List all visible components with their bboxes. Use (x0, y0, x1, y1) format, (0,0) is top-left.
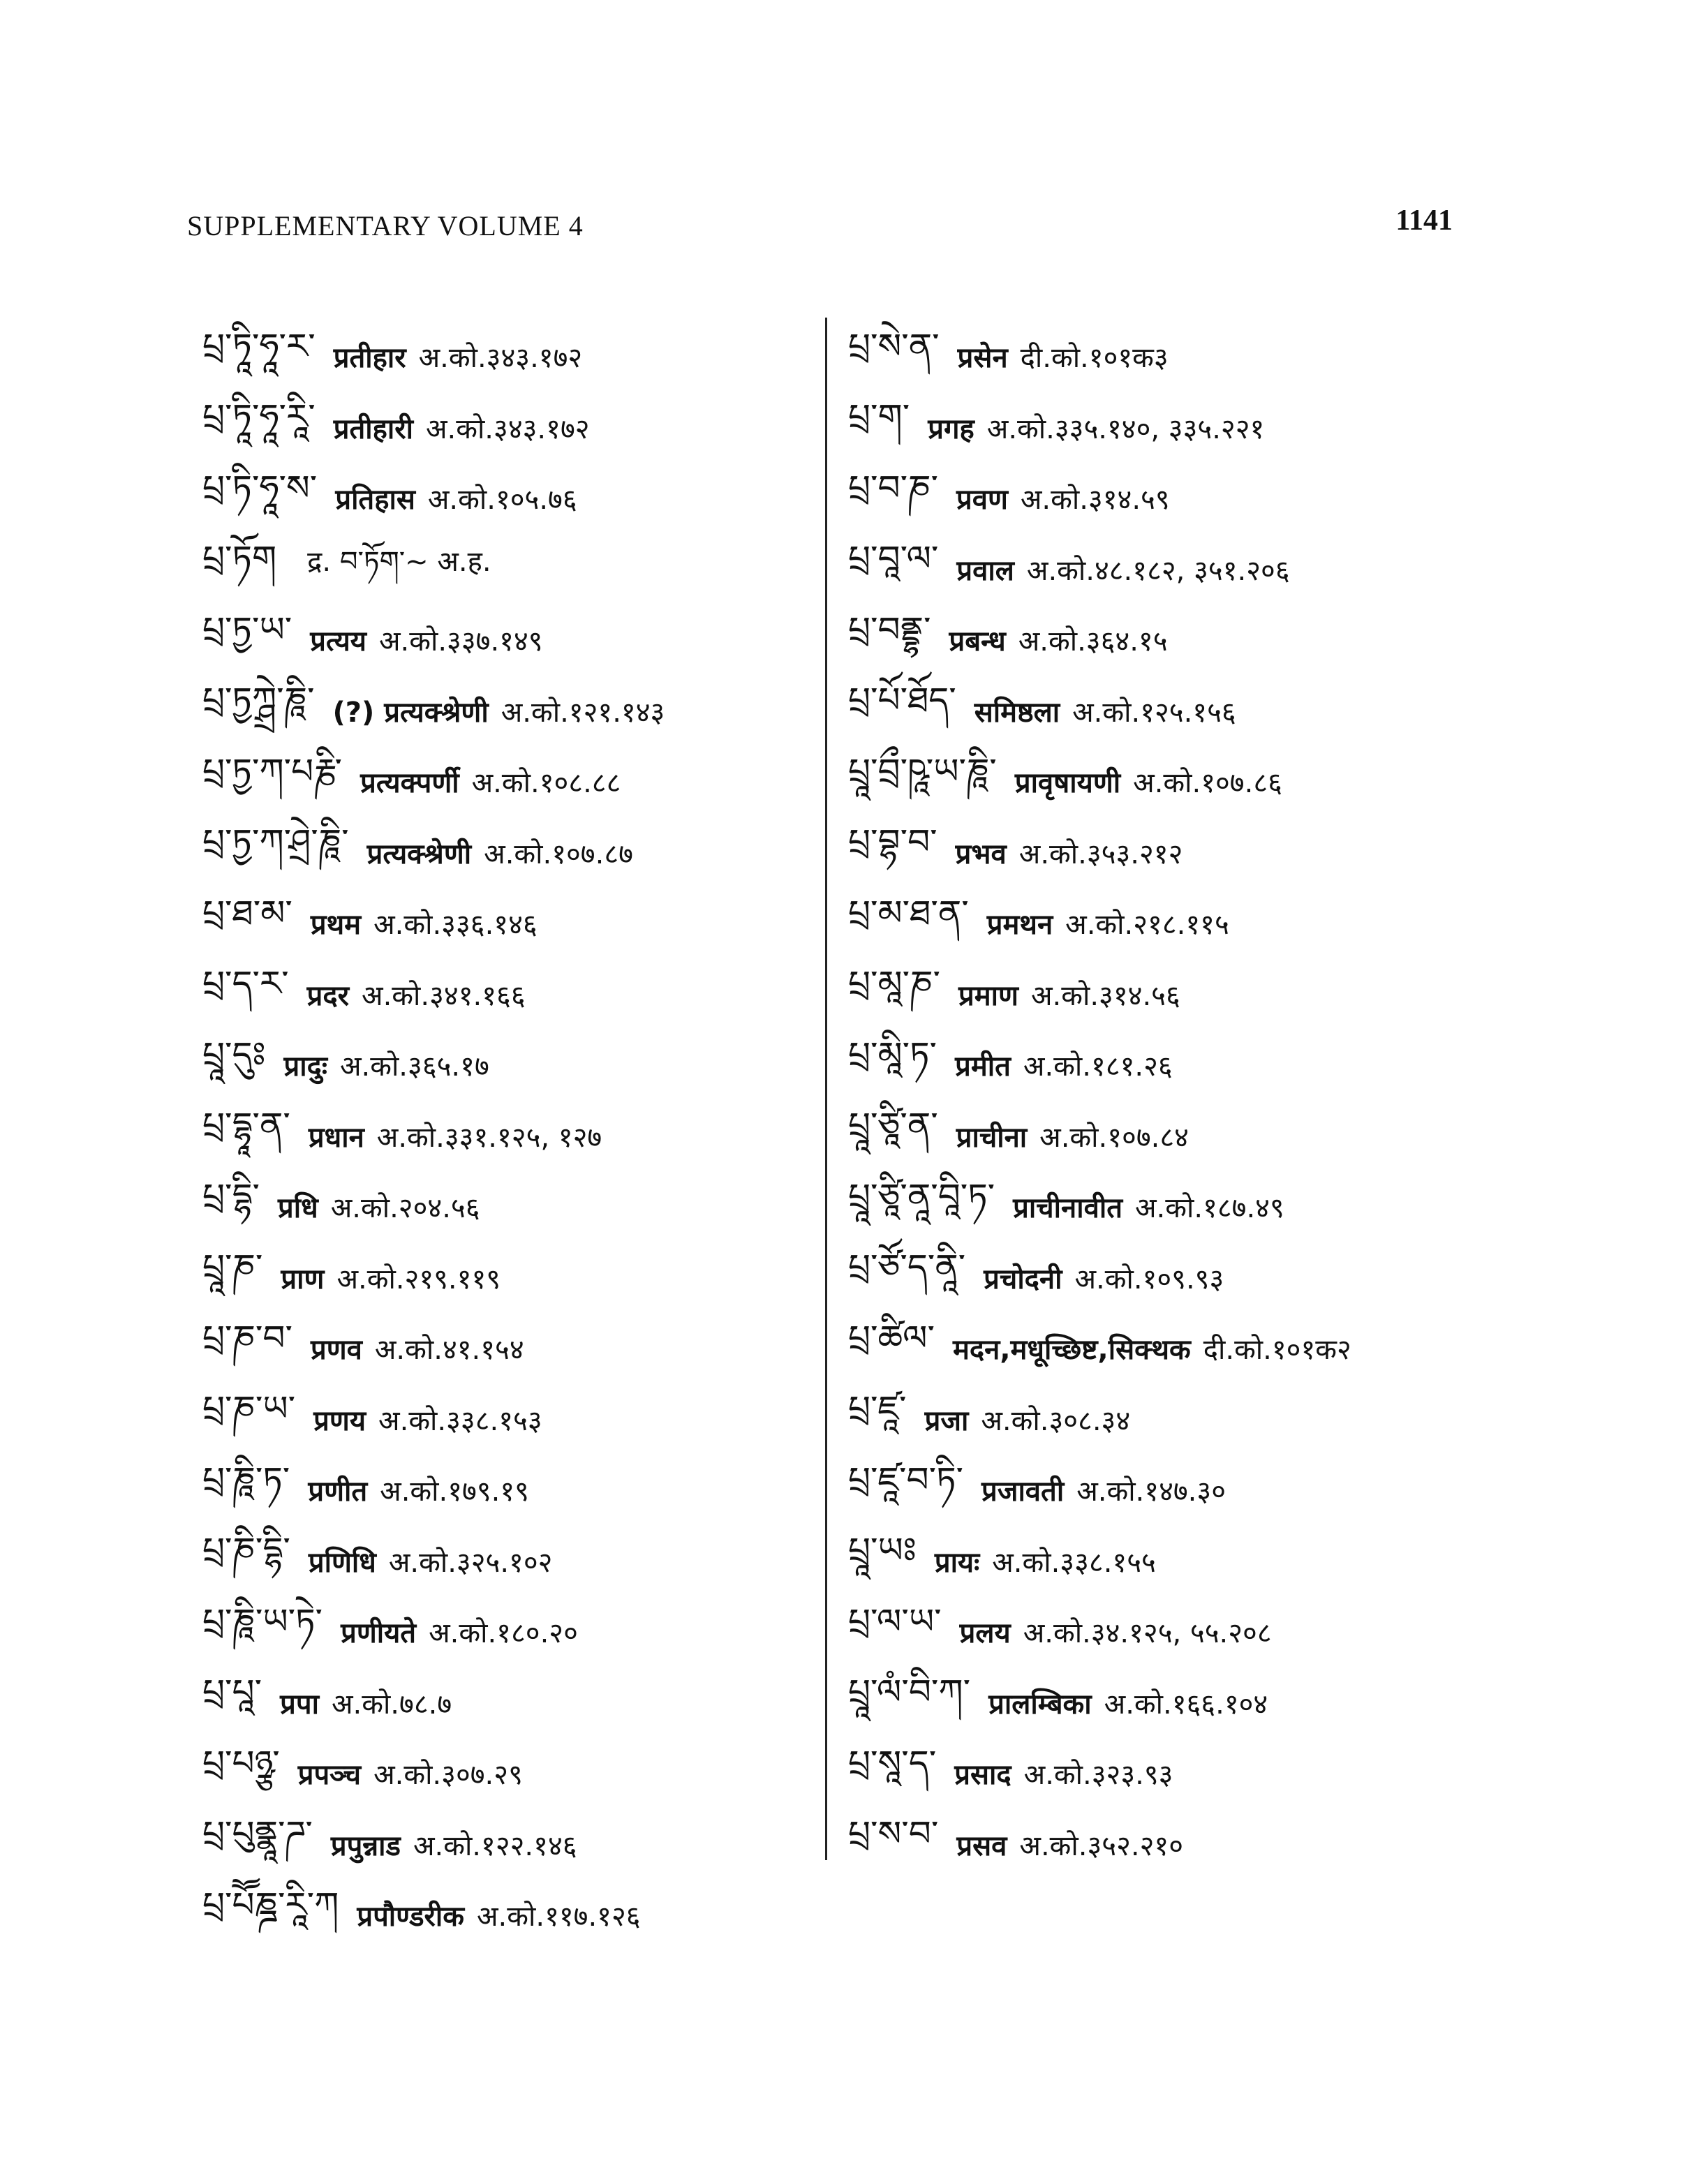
sanskrit-equivalent: प्रसव (956, 1829, 1007, 1862)
source-reference: अ.को.३३५.१४०, ३३५.२२१ (986, 413, 1265, 445)
sanskrit-equivalent: प्रायः (934, 1546, 980, 1579)
page-number: 1141 (1395, 205, 1453, 237)
sanskrit-equivalent: प्रतिहास (335, 484, 415, 517)
tibetan-headword: པྲ་ས་བ་ (848, 1813, 939, 1855)
sanskrit-equivalent: प्रत्यक्पर्णी (360, 767, 459, 800)
sanskrit-equivalent: प्रपुन्नाड (330, 1829, 401, 1862)
tibetan-headword: པྲ་བཱ་ལ་ (848, 538, 939, 579)
tibetan-headword: པྲ་ཏཱི་ཧཱ་རཱི་ (202, 396, 316, 438)
source-reference: अ.को.३१४.५६ (1030, 979, 1180, 1012)
source-reference: अ.को.४१.१५४ (374, 1334, 524, 1367)
sanskrit-equivalent: प्रणय (313, 1404, 366, 1437)
dictionary-entry (202, 463, 817, 534)
source-reference: अ.को.३१४.५९ (1020, 484, 1170, 517)
sanskrit-equivalent: प्रादुः (283, 1050, 327, 1083)
source-reference: अ.को.१०७.८४ (1039, 1121, 1189, 1154)
dictionary-entry (202, 1101, 817, 1172)
dictionary-entry (848, 392, 1476, 463)
source-reference: अ.को.११७.१२६ (477, 1901, 641, 1933)
source-reference: अ.को.३४३.१७२ (418, 342, 583, 375)
source-reference: अ.को.३३८.१५३ (378, 1404, 542, 1437)
sanskrit-equivalent: प्राचीनावीत (1013, 1192, 1122, 1225)
tibetan-headword: པྲ་ཏྱ་ཀ་ཤྲེ་ཎཱི་ (202, 822, 349, 863)
tibetan-headword: པྲ་དྷི་ (202, 1175, 260, 1217)
sanskrit-equivalent: प्रवाल (956, 554, 1014, 587)
sanskrit-equivalent: प्रणिधि (308, 1546, 376, 1579)
sanskrit-equivalent: प्रजा (924, 1404, 969, 1437)
sanskrit-equivalent: प्रबन्ध (949, 625, 1006, 658)
sanskrit-equivalent: प्रालम्बिका (988, 1688, 1092, 1721)
tibetan-headword: པྲ་བནྡྷ་ (848, 609, 931, 650)
tibetan-headword: པྲ་ལ་ཡ་ (848, 1600, 942, 1642)
sanskrit-equivalent: प्रमथन (986, 909, 1053, 942)
source-reference: अ.को.१०५.७६ (427, 484, 577, 517)
dictionary-entry (202, 1880, 817, 1951)
sanskrit-equivalent: प्रचोदनी (984, 1263, 1062, 1295)
sanskrit-equivalent: प्रगह (928, 413, 974, 445)
dictionary-entry (848, 1809, 1476, 1880)
sanskrit-equivalent: प्रत्यक्श्रेणी (366, 838, 472, 870)
source-reference: अ.को.२०४.५६ (330, 1192, 480, 1225)
sanskrit-equivalent: समिष्ठला (974, 696, 1060, 729)
source-reference: अ.को.३५३.२१२ (1018, 838, 1183, 870)
tibetan-headword: པྲ་ད་ར་ (202, 963, 289, 1004)
tibetan-headword: པྲ་པཱ་ (202, 1672, 262, 1713)
source-reference: द्र. བ་ཏོག་~ अ.ह. (307, 545, 491, 578)
dictionary-entry (848, 746, 1476, 817)
sanskrit-equivalent: प्रथम (310, 909, 362, 942)
source-reference: अ.को.२१८.११५ (1065, 909, 1229, 942)
sanskrit-equivalent: प्रपञ्च (297, 1759, 362, 1792)
sanskrit-equivalent: प्रणीयते (341, 1617, 417, 1650)
source-reference: अ.को.३२३.९३ (1023, 1759, 1173, 1792)
tibetan-headword: པྲ་སེ་ན་ (848, 325, 940, 366)
tibetan-headword: པྲ་དྷཱ་ན་ (202, 1105, 290, 1146)
sanskrit-equivalent: प्रधान (308, 1121, 364, 1154)
source-reference: अ.को.१२५.१५६ (1072, 696, 1236, 729)
dictionary-entry (848, 1030, 1476, 1101)
tibetan-headword: པྲ་པཉྩ་ (202, 1742, 280, 1783)
sanskrit-equivalent: प्रवण (956, 484, 1008, 517)
sanskrit-equivalent: प्रणीत (308, 1476, 368, 1508)
source-reference: अ.को.१२२.१४६ (413, 1829, 577, 1862)
source-reference: अ.को.३०८.३४ (981, 1404, 1131, 1437)
sanskrit-equivalent: प्रत्यय (310, 625, 366, 658)
tibetan-headword: པྲ་མཱ་ཎ་ (848, 963, 940, 1004)
tibetan-headword: པྲཱ་ལཾ་བི་ཀ་ (848, 1672, 971, 1713)
tibetan-headword: པྲ་ག་ (848, 396, 910, 438)
source-reference: अ.को.२१९.११९ (336, 1263, 501, 1295)
source-reference: अ.को.१२१.१४३ (501, 696, 665, 729)
dictionary-entry (848, 463, 1476, 534)
tibetan-headword: པྲ་ཐ་མ་ (202, 892, 292, 933)
source-reference: अ.को.३०७.२९ (373, 1759, 523, 1792)
source-reference: अ.को.१४७.३० (1076, 1476, 1226, 1508)
tibetan-headword: པྲ་པོ་ཐོད་ (848, 680, 956, 721)
dictionary-entry (202, 1242, 817, 1314)
tibetan-headword: པྲ་མཱི་ཏ་ (848, 1034, 937, 1075)
tibetan-headword: པྲ་ཎཱི་ཏ་ (202, 1459, 290, 1500)
dictionary-entry (202, 959, 817, 1030)
source-reference: अ.को.७८.७ (331, 1688, 452, 1721)
sanskrit-equivalent: प्रपा (280, 1688, 319, 1721)
dictionary-entry (202, 817, 817, 889)
sanskrit-equivalent: प्राण (281, 1263, 325, 1295)
tibetan-headword: པྲ་ཏྱ་ཀ་པརྞི་ (202, 750, 343, 792)
source-reference: दी.को.१०१क२ (1203, 1334, 1351, 1367)
source-reference: अ.को.१०७.८७ (484, 838, 633, 870)
tibetan-headword: པྲ་སཱ་ད་ (848, 1742, 937, 1783)
sanskrit-equivalent: प्रभव (955, 838, 1007, 870)
sanskrit-equivalent: प्रधि (278, 1192, 318, 1225)
dictionary-entry (202, 1384, 817, 1455)
dictionary-entry (848, 1242, 1476, 1314)
tibetan-headword: པྲཱ་དུཿ (202, 1034, 266, 1075)
dictionary-entry (202, 1030, 817, 1101)
source-reference: अ.को.४८.१८२, ३५१.२०६ (1026, 554, 1290, 587)
source-reference: अ.को.३५२.२१० (1019, 1829, 1183, 1862)
source-reference: अ.को.३३८.१५५ (992, 1546, 1156, 1579)
sanskrit-equivalent: प्रसाद (954, 1759, 1011, 1792)
tibetan-headword: པྲ་ཎ་བ་ (202, 1317, 292, 1358)
dictionary-entry (848, 534, 1476, 605)
tibetan-headword: པྲ་ཏྱཀྴྲེ་ཎཱི་ (202, 680, 315, 721)
tibetan-headword: པྲ་ཛཱ་བ་ཏི་ (848, 1459, 963, 1500)
tibetan-headword: པྲ་ཎི་དྷི་ (202, 1530, 290, 1571)
tibetan-headword: པྲཱ་བྲྀ་ཥཱ་ཡ་ཎཱི་ (848, 750, 997, 792)
tibetan-headword: པྲ་བྷ་བ་ (848, 822, 937, 863)
source-reference: अ.को.१८०.२० (429, 1617, 578, 1650)
sanskrit-equivalent: प्रसेन (957, 342, 1008, 375)
source-reference: अ.को.३४१.१६६ (362, 979, 526, 1012)
sanskrit-equivalent: प्रणव (310, 1334, 362, 1367)
left-column (202, 321, 817, 1951)
dictionary-entry (848, 888, 1476, 959)
source-reference: अ.को.१६६.१०४ (1104, 1688, 1268, 1721)
tibetan-headword: པྲ་ཏྱ་ཡ་ (202, 609, 292, 650)
tibetan-headword: པྲ་བ་ཎ་ (848, 467, 938, 508)
tibetan-headword: པྲཱ་ཡཿ (848, 1530, 917, 1571)
tibetan-headword: པྲ་ཙོ་ད་ནཱི་ (848, 1247, 966, 1288)
sanskrit-equivalent: प्रतीहारी (333, 413, 413, 445)
tibetan-headword: པྲ་ཛཱ་ (848, 1388, 907, 1429)
source-reference: अ.को.३४३.१७२ (425, 413, 590, 445)
sanskrit-equivalent: प्रपौण्डरीक (357, 1901, 464, 1933)
source-reference: अ.को.३३७.१४९ (378, 625, 543, 658)
running-head: SUPPLEMENTARY VOLUME 4 (187, 210, 584, 242)
sanskrit-equivalent: प्रजावती (981, 1476, 1065, 1508)
source-reference: अ.को.३३१.१२५, १२७ (376, 1121, 602, 1154)
sanskrit-equivalent: प्राचीना (956, 1121, 1028, 1154)
source-reference: अ.को.३६४.१५ (1018, 625, 1168, 658)
source-reference: अ.को.१८१.२६ (1023, 1050, 1173, 1083)
sanskrit-equivalent: (?) प्रत्यक्श्रेणी (332, 696, 489, 729)
source-reference: अ.को.१०७.८६ (1133, 767, 1282, 800)
dictionary-entry (848, 321, 1476, 392)
tibetan-headword: པྲ་ཏོག (202, 538, 277, 579)
tibetan-headword: པྲ་ཚིལ་ (848, 1317, 935, 1358)
tibetan-headword: པྲ་མ་ཐ་ན་ (848, 892, 969, 933)
tibetan-headword: པྲཱ་ཙཱི་ནཱ་བཱི་ཏ་ (848, 1175, 995, 1217)
sanskrit-equivalent: प्रतीहार (333, 342, 406, 375)
source-reference: अ.को.१८७.४९ (1135, 1192, 1284, 1225)
right-column (848, 321, 1476, 1880)
tibetan-headword: པྲ་པཽཎྜ་རཱི་ཀ (202, 1884, 339, 1925)
source-reference: दी.को.१०१क३ (1020, 342, 1169, 375)
sanskrit-equivalent: मदन,मधूच्छिष्ट,सिक्थक (952, 1334, 1191, 1367)
source-reference: अ.को.१७९.१९ (380, 1476, 529, 1508)
tibetan-headword: པྲཱ་ཎ་ (202, 1247, 263, 1288)
tibetan-headword: པྲ་ཎ་ཡ་ (202, 1388, 296, 1429)
dictionary-entry (848, 1455, 1476, 1526)
source-reference: अ.को.१०९.९३ (1074, 1263, 1224, 1295)
tibetan-headword: པྲ་ཎཱི་ཡ་ཏེ་ (202, 1600, 323, 1642)
tibetan-headword: པྲ་པུནྣཱ་ཌ་ (202, 1813, 313, 1855)
sanskrit-equivalent: प्रमाण (958, 979, 1018, 1012)
source-reference: अ.को.३२५.१०२ (388, 1546, 553, 1579)
column-divider (825, 318, 827, 1860)
dictionary-entry (848, 1667, 1476, 1739)
source-reference: अ.को.३३६.१४६ (373, 909, 538, 942)
tibetan-headword: པྲཱ་ཙཱི་ན་ (848, 1105, 938, 1146)
sanskrit-equivalent: प्रलय (959, 1617, 1011, 1650)
source-reference: अ.को.३६५.१७ (339, 1050, 489, 1083)
sanskrit-equivalent: प्रदर (306, 979, 350, 1012)
sanskrit-equivalent: प्रमीत (955, 1050, 1011, 1083)
tibetan-headword: པྲ་ཏཱི་ཧཱ་ར་ (202, 325, 316, 366)
dictionary-entry (202, 1171, 817, 1242)
source-reference: अ.को.१०८.८८ (471, 767, 621, 800)
source-reference: अ.को.३४.१२५, ५५.२०८ (1023, 1617, 1272, 1650)
sanskrit-equivalent: प्रावृषायणी (1014, 767, 1121, 800)
tibetan-headword: པྲ་ཏི་ཧཱ་ས་ (202, 467, 318, 508)
dictionary-entry (202, 1596, 817, 1667)
